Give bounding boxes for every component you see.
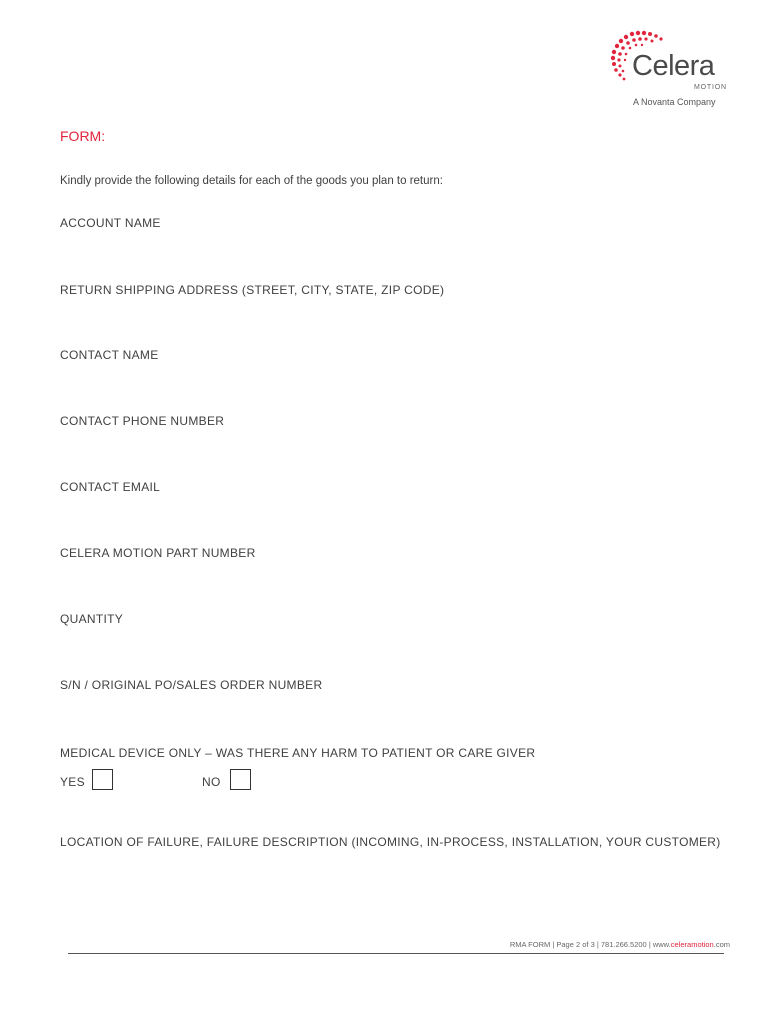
- page-footer: [510, 940, 730, 949]
- field-part-number: CELERA MOTION PART NUMBER: [60, 546, 256, 560]
- footer-domain-suffix: .com: [713, 940, 730, 949]
- field-account-name: ACCOUNT NAME: [60, 216, 161, 230]
- footer-website-link[interactable]: celeramotion: [670, 940, 714, 949]
- form-title: FORM:: [60, 128, 106, 144]
- yes-checkbox[interactable]: [92, 769, 113, 790]
- intro-text: Kindly provide the following details for each of the goods you plan to return:: [60, 175, 443, 187]
- logo-subtitle: MOTION: [694, 84, 727, 91]
- celera-logo: [608, 28, 732, 110]
- field-contact-name: CONTACT NAME: [60, 348, 159, 362]
- yes-label: YES: [60, 775, 85, 789]
- field-serial-po: S/N / ORIGINAL PO/SALES ORDER NUMBER: [60, 678, 323, 692]
- field-failure-location: LOCATION OF FAILURE, FAILURE DESCRIPTION (INCOMING, IN-PROCESS, INSTALLATION, YOUR CUSTOMER): [60, 835, 721, 849]
- field-quantity: QUANTITY: [60, 612, 124, 626]
- field-medical-harm: MEDICAL DEVICE ONLY – WAS THERE ANY HARM TO PATIENT OR CARE GIVER: [60, 746, 536, 760]
- field-contact-phone: CONTACT PHONE NUMBER: [60, 414, 225, 428]
- logo-tagline: A Novanta Company: [633, 97, 716, 107]
- field-return-address: RETURN SHIPPING ADDRESS (STREET, CITY, STATE, ZIP CODE): [60, 283, 445, 297]
- footer-divider: [68, 953, 724, 954]
- logo-wordmark: Celera: [632, 50, 715, 82]
- field-contact-email: CONTACT EMAIL: [60, 480, 161, 494]
- no-checkbox[interactable]: [230, 769, 251, 790]
- no-label: NO: [202, 775, 221, 789]
- footer-info: RMA FORM | Page 2 of 3 | 781.266.5200 | www.: [509, 940, 671, 949]
